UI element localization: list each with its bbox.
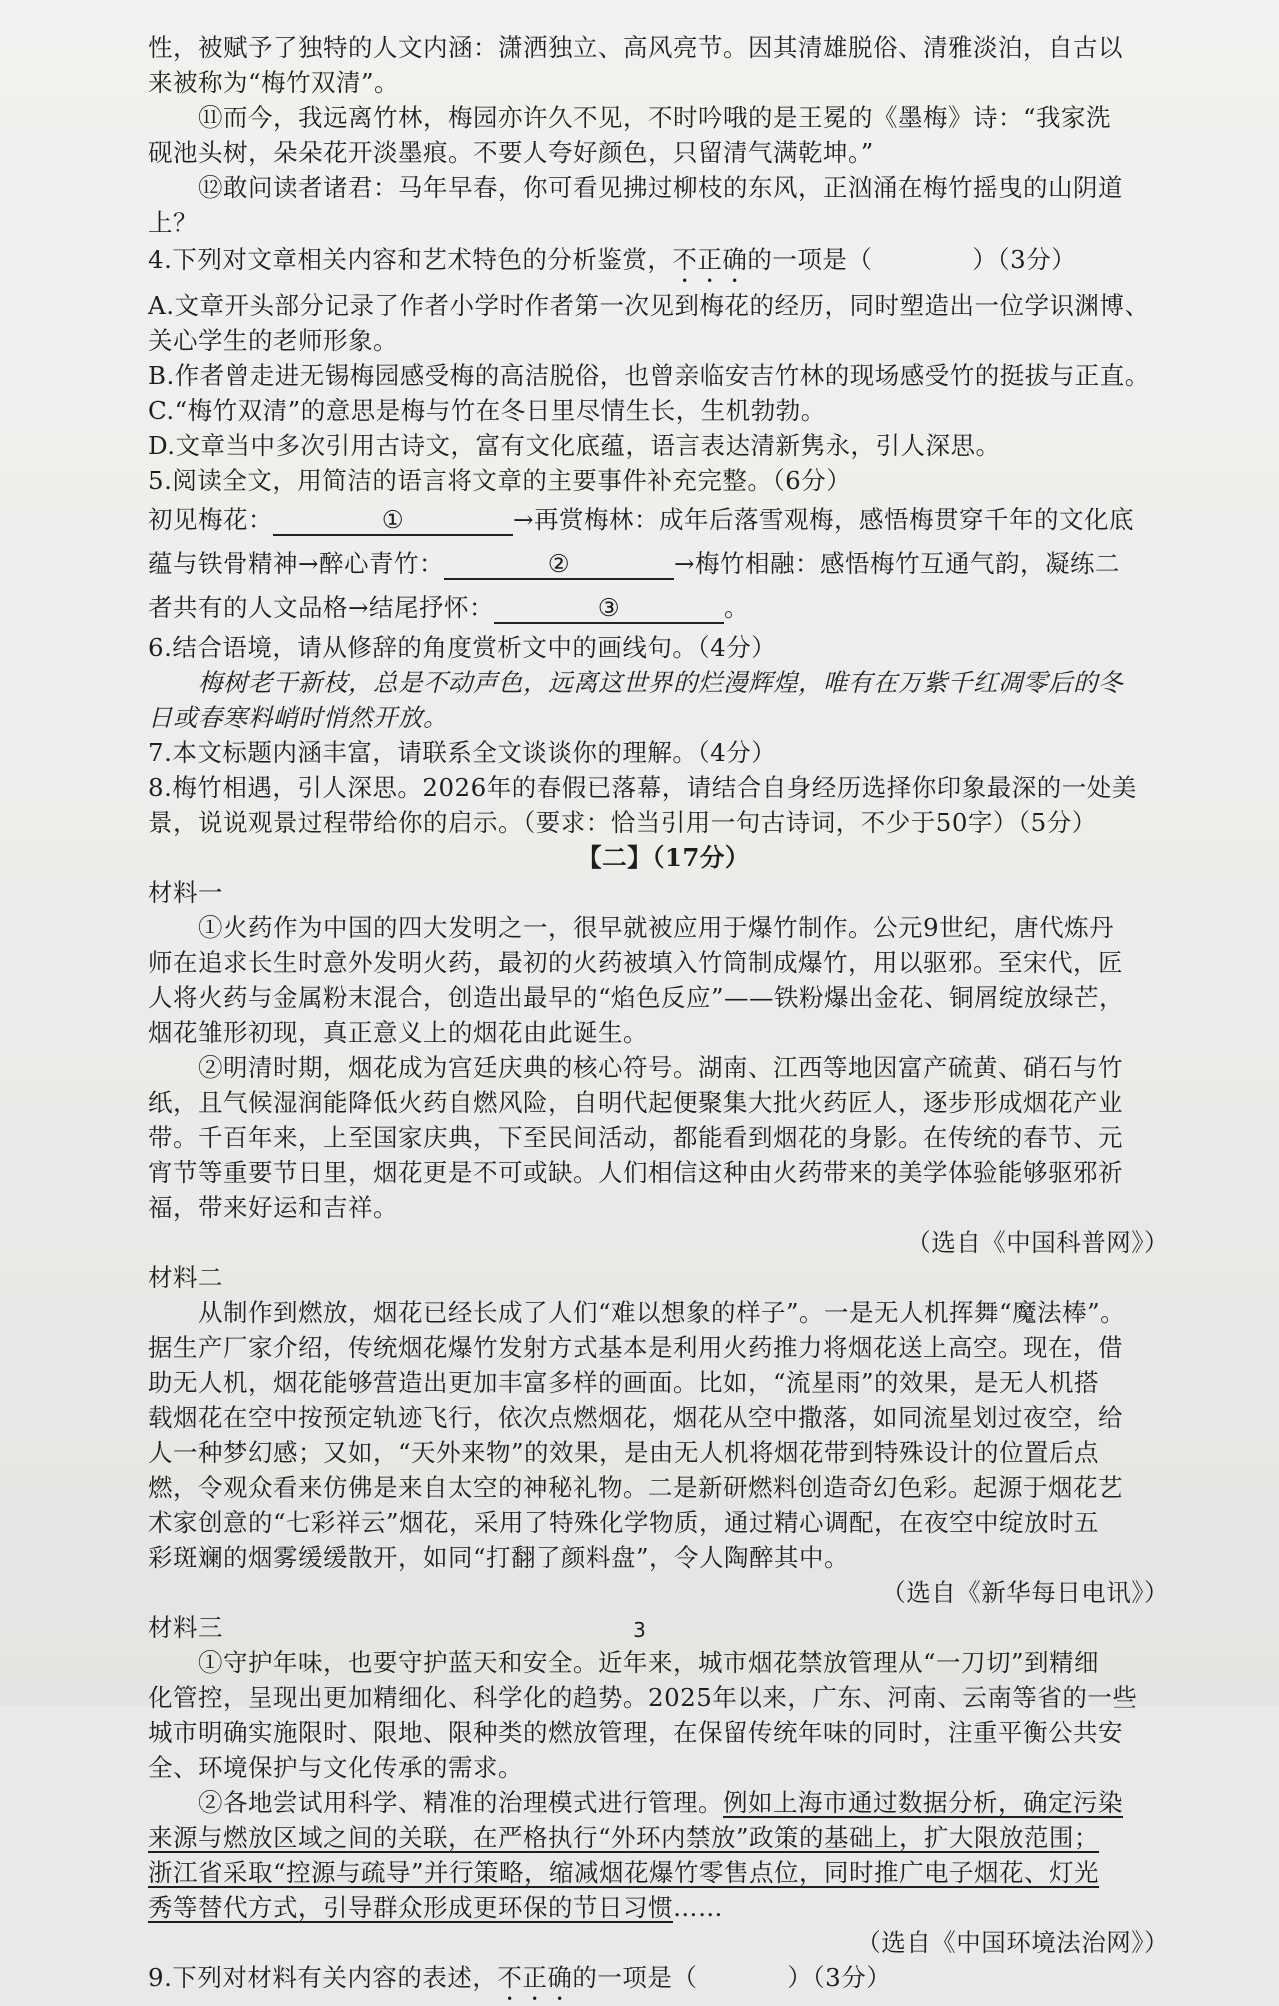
paragraph-11: ⑪而今，我远离竹林，梅园亦许久不见，不时吟哦的是王冕的《墨梅》诗：“我家洗 [198, 103, 1112, 132]
material-1-text: 福，带来好运和吉祥。 [148, 1193, 398, 1222]
material-1-text: 带。千百年来，上至国家庆典，下至民间活动，都能看到烟花的身影。在传统的春节、元 [148, 1123, 1123, 1152]
material-3-text: 化管控，呈现出更加精细化、科学化的趋势。2025年以来，广东、河南、云南等省的一些 [148, 1683, 1138, 1712]
material-3-text: 全、环境保护与文化传承的需求。 [148, 1753, 523, 1782]
material-1-text: 宵节等重要节日里，烟花更是不可或缺。人们相信这种由火药带来的美学体验能够驱邪祈 [148, 1158, 1123, 1187]
answer-blank-3[interactable]: ③ [494, 594, 724, 624]
page-number: 3 [633, 1618, 646, 1642]
question-4-stem: 4.下列对文章相关内容和艺术特色的分析鉴赏，不正确的一项是（ ）（3分） [148, 245, 1077, 274]
material-2-text: 据生产厂家介绍，传统烟花爆竹发射方式基本是利用火药推力将烟花送上高空。现在，借 [148, 1333, 1123, 1362]
material-1-source: （选自《中国科普网》） [906, 1228, 1169, 1257]
material-1-text: 师在追求长生时意外发明火药，最初的火药被填入竹筒制成爆竹，用以驱邪。至宋代，匠 [148, 948, 1123, 977]
material-2-text: 人一种梦幻感；又如，“天外来物”的效果，是由无人机将烟花带到特殊设计的位置后点 [148, 1438, 1100, 1467]
material-1-text: 人将火药与金属粉末混合，创造出最早的“焰色反应”——铁粉爆出金花、铜屑绽放绿芒， [148, 983, 1125, 1012]
question-6-quote: 日或春寒料峭时悄然开放。 [148, 703, 448, 732]
question-5-line: 者共有的人文品格→结尾抒怀： ③ 。 [148, 593, 750, 622]
emphasis-mark: 不正确 [672, 245, 748, 274]
material-3-label: 材料三 [148, 1613, 223, 1642]
answer-blank-1[interactable]: ① [273, 506, 513, 536]
question-8-stem: 8.梅竹相遇，引人深思。2026年的春假已落幕，请结合自身经历选择你印象最深的一处美 [148, 773, 1137, 802]
underlined-sentence: 来源与燃放区域之间的关联，在严格执行“外环内禁放”政策的基础上，扩大限放范围； [148, 1823, 1100, 1852]
material-1-label: 材料一 [148, 878, 223, 907]
question-5-stem: 5.阅读全文，用简洁的语言将文章的主要事件补充完整。（6分） [148, 466, 852, 495]
material-2-text: 彩斑斓的烟雾缓缓散开，如同“打翻了颜料盘”，令人陶醉其中。 [148, 1543, 850, 1572]
paragraph-12: 上？ [148, 208, 198, 237]
paragraph-11: 砚池头树，朵朵花开淡墨痕。不要人夸好颜色，只留清气满乾坤。” [148, 138, 874, 167]
material-3-text: 城市明确实施限时、限地、限种类的燃放管理，在保留传统年味的同时，注重平衡公共安 [148, 1718, 1123, 1747]
question-4-option: B.作者曾走进无锡梅园感受梅的高洁脱俗，也曾亲临安吉竹林的现场感受竹的挺拔与正直。 [148, 361, 1150, 390]
question-4-option: 关心学生的老师形象。 [148, 326, 398, 355]
material-2-text: 术家创意的“七彩祥云”烟花，采用了特殊化学物质，通过精心调配，在夜空中绽放时五 [148, 1508, 1100, 1537]
paragraph-12: ⑫敢问读者诸君：马年早春，你可看见拂过柳枝的东风，正汹涌在梅竹摇曳的山阴道 [198, 173, 1123, 202]
question-7-stem: 7.本文标题内涵丰富，请联系全文谈谈你的理解。（4分） [148, 738, 777, 767]
question-5-line: 蕴与铁骨精神→醉心青竹： ② →梅竹相融：感悟梅竹互通气韵，凝练二 [148, 549, 1121, 578]
underlined-sentence: 浙江省采取“控源与疏导”并行策略，缩减烟花爆竹零售点位，同时推广电子烟花、灯光 [148, 1858, 1100, 1887]
prose-line: 来被称为“梅竹双清”。 [148, 68, 400, 97]
material-3-text: ①守护年味，也要守护蓝天和安全。近年来，城市烟花禁放管理从“一刀切”到精细 [198, 1648, 1100, 1677]
material-1-text: 烟花雏形初现，真正意义上的烟花由此诞生。 [148, 1018, 648, 1047]
question-6-stem: 6.结合语境，请从修辞的角度赏析文中的画线句。（4分） [148, 633, 777, 662]
material-3-text: ②各地尝试用科学、精准的治理模式进行管理。例如上海市通过数据分析，确定污染 [198, 1788, 1123, 1817]
material-2-label: 材料二 [148, 1263, 223, 1292]
material-3-text: 秀等替代方式，引导群众形成更环保的节日习惯…… [148, 1893, 723, 1922]
material-2-text: 载烟花在空中按预定轨迹飞行，依次点燃烟花，烟花从空中撒落，如同流星划过夜空，给 [148, 1403, 1123, 1432]
section-heading: 【二】（17分） [577, 843, 750, 872]
question-8-stem: 景，说说观景过程带给你的启示。（要求：恰当引用一句古诗词，不少于50字）（5分） [148, 808, 1097, 837]
material-1-text: ②明清时期，烟花成为宫廷庆典的核心符号。湖南、江西等地因富产硫黄、硝石与竹 [198, 1053, 1123, 1082]
emphasis-mark: 不正确 [497, 1963, 573, 1992]
answer-blank-2[interactable]: ② [444, 550, 674, 580]
material-1-text: ①火药作为中国的四大发明之一，很早就被应用于爆竹制作。公元9世纪，唐代炼丹 [198, 913, 1115, 942]
underlined-sentence: 秀等替代方式，引导群众形成更环保的节日习惯 [148, 1893, 673, 1922]
question-4-option: D.文章当中多次引用古诗文，富有文化底蕴，语言表达清新隽永，引人深思。 [148, 431, 1001, 460]
question-9-stem: 9.下列对材料有关内容的表述，不正确的一项是（ ）（3分） [148, 1963, 892, 1992]
material-3-source: （选自《中国环境法治网》） [856, 1928, 1169, 1957]
material-2-text: 从制作到燃放，烟花已经长成了人们“难以想象的样子”。一是无人机挥舞“魔法棒”。 [198, 1298, 1126, 1327]
material-2-text: 燃，令观众看来仿佛是来自太空的神秘礼物。二是新研燃料创造奇幻色彩。起源于烟花艺 [148, 1473, 1123, 1502]
material-2-text: 助无人机，烟花能够营造出更加丰富多样的画面。比如，“流星雨”的效果，是无人机搭 [148, 1368, 1100, 1397]
underlined-sentence: 例如上海市通过数据分析，确定污染 [723, 1788, 1123, 1817]
material-2-source: （选自《新华每日电讯》） [881, 1578, 1169, 1607]
question-4-option: C.“梅竹双清”的意思是梅与竹在冬日里尽情生长，生机勃勃。 [148, 396, 826, 425]
question-4-option: A.文章开头部分记录了作者小学时作者第一次见到梅花的经历，同时塑造出一位学识渊博、 [148, 291, 1150, 320]
question-6-quote: 梅树老干新枝，总是不动声色，远离这世界的烂漫辉煌，唯有在万紫千红凋零后的冬 [198, 668, 1123, 697]
question-5-line: 初见梅花： ① →再赏梅林：成年后落雪观梅，感悟梅贯穿千年的文化底 [148, 505, 1135, 534]
material-1-text: 纸，且气候湿润能降低火药自燃风险，自明代起便聚集大批火药匠人，逐步形成烟花产业 [148, 1088, 1123, 1117]
prose-line: 性，被赋予了独特的人文内涵：潇洒独立、高风亮节。因其清雄脱俗、清雅淡泊，自古以 [148, 33, 1123, 62]
